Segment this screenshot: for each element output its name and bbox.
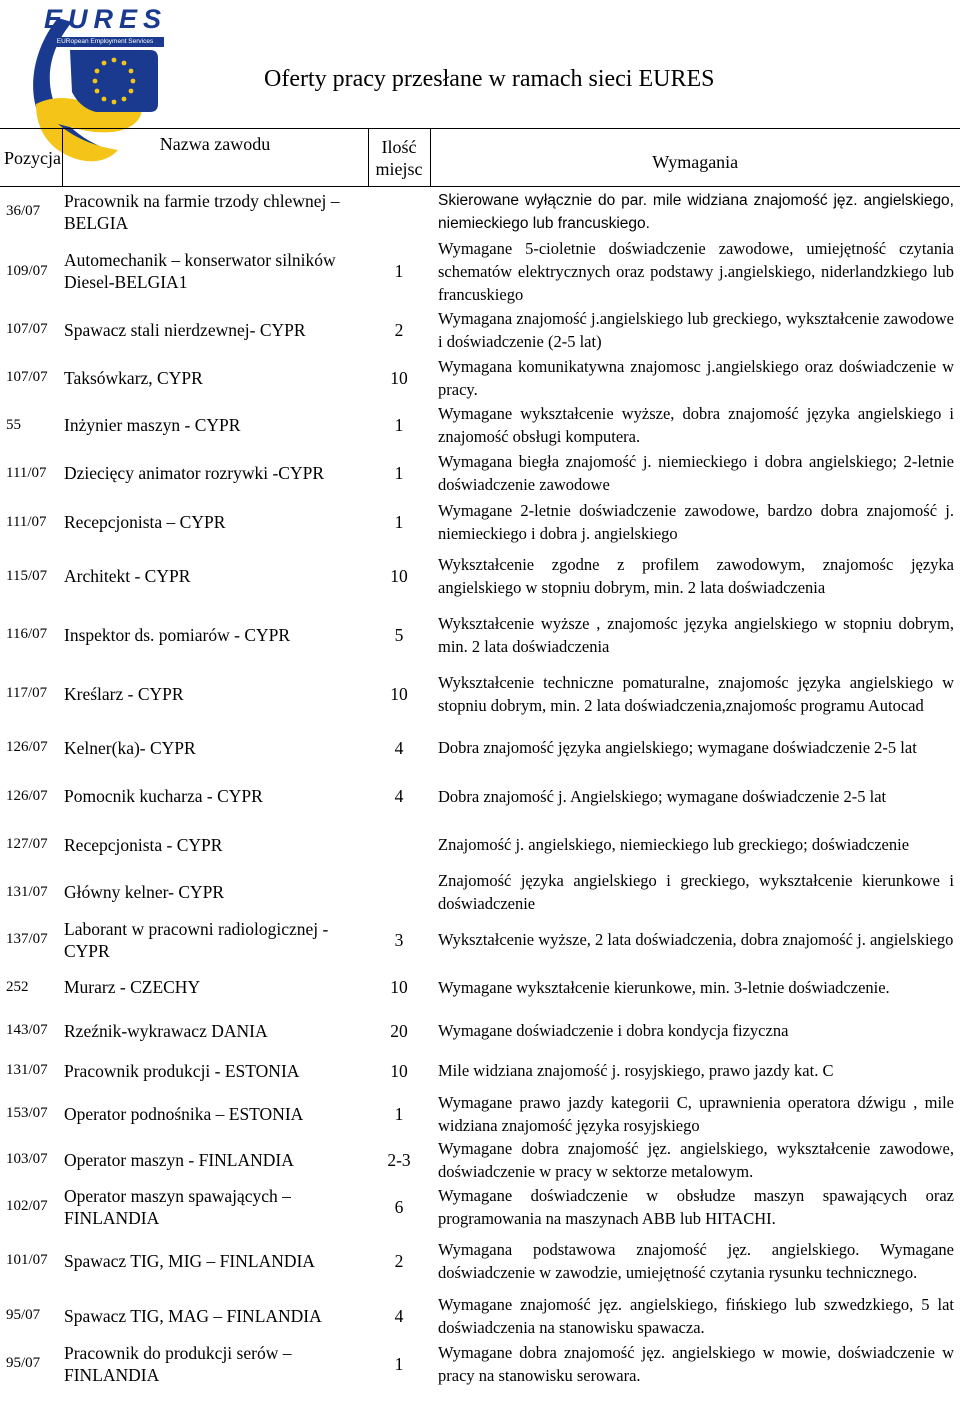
cell-count: 1 <box>394 512 404 532</box>
table-row <box>0 354 960 402</box>
cell-job-name: Dziecięcy animator rozrywki -CYPR <box>64 463 324 483</box>
cell-requirements: Wymagana komunikatywna znajomosc j.angielskiego oraz doświadczenie w pracy. <box>438 356 954 399</box>
table-row <box>0 1137 960 1183</box>
cell-position: 252 <box>6 978 29 995</box>
cell-position: 143/07 <box>6 1022 48 1038</box>
cell-count: 3 <box>394 929 404 950</box>
cell-job-name: Recepcjonista - CYPR <box>64 834 223 855</box>
cell-job-name: Murarz - CZECHY <box>64 977 201 997</box>
cell-job-name: Główny kelner- CYPR <box>64 882 225 902</box>
cell-count <box>368 869 430 916</box>
cell-job-name: Automechanik – konserwator silników Diesel-BELGIA1 <box>64 250 336 292</box>
cell-position: 103/07 <box>6 1151 48 1167</box>
cell-job-name: Spawacz TIG, MAG – FINLANDIA <box>64 1305 322 1326</box>
cell-count: 1 <box>394 415 404 435</box>
table-row <box>0 1341 960 1387</box>
table-row <box>0 1051 960 1091</box>
table-row <box>0 237 960 306</box>
column-header-job: Nazwa zawodu <box>62 129 368 187</box>
cell-count: 1 <box>394 1353 404 1374</box>
cell-requirements: Wymagane 2-letnie doświadczenie zawodowe, bardzo dobra znajomość j. niemieckiego i dobra j. angielskiego <box>438 501 954 543</box>
cell-job-name: Taksówkarz, CYPR <box>64 367 203 388</box>
cell-count <box>368 187 430 237</box>
table-row <box>0 664 960 724</box>
cell-count <box>368 821 430 869</box>
table-row <box>0 1291 960 1341</box>
cell-requirements: Wymagane wykształcenie kierunkowe, min. 3-letnie doświadczenie. <box>438 977 890 997</box>
cell-requirements: Wymagane wykształcenie wyższe, dobra znajomość języka angielskiego i znajomość obsługi komputera. <box>438 404 954 446</box>
cell-requirements: Wykształcenie techniczne pomaturalne, znajomośc języka angielskiego w stopniu dobrym, min. 2 lata doświadczenia,znajomośc programu Autocad <box>438 672 954 715</box>
table-row <box>0 1231 960 1291</box>
cell-count: 6 <box>394 1196 404 1217</box>
table-row <box>0 547 960 606</box>
cell-requirements: Skierowane wyłącznie do par. mile widziana znajomość jęz. angielskiego, niemieckiego lub francuskiego. <box>438 191 954 232</box>
cell-position: 111/07 <box>6 513 47 530</box>
cell-position: 126/07 <box>6 787 48 804</box>
cell-count: 10 <box>390 683 408 704</box>
cell-position: 117/07 <box>6 685 48 701</box>
table-row <box>0 1011 960 1051</box>
cell-requirements: Wymagana podstawowa znajomość jęz. angielskiego. Wymagane doświadczenie w zawodzie, umiejętność czytania rysunku technicznego. <box>438 1239 954 1282</box>
cell-job-name: Inżynier maszyn - CYPR <box>64 415 241 435</box>
table-row <box>0 964 960 1011</box>
cell-job-name: Pomocnik kucharza - CYPR <box>64 786 263 806</box>
cell-job-name: Recepcjonista – CYPR <box>64 512 226 532</box>
cell-requirements: Wymagana znajomość j.angielskiego lub greckiego, wykształcenie zawodowe i doświadczenie (2-5 lat) <box>438 308 954 351</box>
cell-job-name: Kelner(ka)- CYPR <box>64 737 196 758</box>
cell-count: 1 <box>394 463 404 483</box>
job-offers-table <box>0 128 960 1387</box>
table-row <box>0 772 960 821</box>
cell-position: 116/07 <box>6 626 48 642</box>
table-row <box>0 498 960 547</box>
cell-position: 126/07 <box>6 739 48 755</box>
cell-count: 10 <box>390 977 408 997</box>
cell-position: 127/07 <box>6 836 48 852</box>
cell-position: 153/07 <box>6 1105 48 1121</box>
cell-requirements: Wykształcenie wyższe, 2 lata doświadczenia, dobra znajomość j. angielskiego <box>438 930 954 949</box>
cell-count: 2 <box>394 319 404 340</box>
cell-job-name: Laborant w pracowni radiologicznej - CYPR <box>64 918 329 961</box>
cell-position: 115/07 <box>6 567 48 584</box>
cell-position: 95/07 <box>6 1355 41 1371</box>
column-header-requirements: Wymagania <box>430 129 960 187</box>
cell-count: 10 <box>390 367 408 388</box>
cell-requirements: Dobra znajomość języka angielskiego; wymagane doświadczenie 2-5 lat <box>438 738 917 757</box>
cell-requirements: Mile widziana znajomość j. rosyjskiego, prawo jazdy kat. C <box>438 1061 834 1080</box>
cell-position: 137/07 <box>6 931 48 947</box>
cell-requirements: Wykształcenie zgodne z profilem zawodowym, znajomośc języka angielskiego w stopniu dobrym, min. 2 lata doświadczenia <box>438 555 954 597</box>
column-header-position: Pozycja <box>0 129 62 187</box>
cell-job-name: Pracownik do produkcji serów – FINLANDIA <box>64 1342 292 1385</box>
cell-requirements: Wykształcenie wyższe , znajomośc języka angielskiego w stopniu dobrym, min. 2 lata doświadczenia <box>438 613 954 656</box>
cell-job-name: Spawacz stali nierdzewnej- CYPR <box>64 319 306 340</box>
cell-requirements: Wymagane 5-cioletnie doświadczenie zawodowe, umiejętność czytania schematów elektrycznych oraz podstawy j.angielskiego, niderlandzkiego lub francuskiego <box>438 238 954 304</box>
cell-position: 55 <box>6 416 21 433</box>
table-row <box>0 187 960 237</box>
document-title: Oferty pracy przesłane w ramach sieci EURES <box>264 66 715 92</box>
table-row <box>0 606 960 664</box>
cell-job-name: Operator podnośnika – ESTONIA <box>64 1103 304 1124</box>
cell-count: 2-3 <box>387 1149 411 1170</box>
cell-position: 101/07 <box>6 1252 48 1268</box>
cell-count: 1 <box>394 261 404 281</box>
table-body <box>0 187 960 1387</box>
table-row <box>0 402 960 449</box>
table-row <box>0 724 960 772</box>
cell-job-name: Operator maszyn - FINLANDIA <box>64 1149 294 1170</box>
cell-count: 4 <box>394 1305 404 1326</box>
cell-requirements: Wymagana biegła znajomość j. niemieckiego i dobra angielskiego; 2-letnie doświadczenie zawodowe <box>438 452 954 494</box>
table-row <box>0 821 960 869</box>
cell-count: 1 <box>394 1103 404 1124</box>
cell-requirements: Dobra znajomość j. Angielskiego; wymagane doświadczenie 2-5 lat <box>438 786 887 806</box>
cell-job-name: Rzeźnik-wykrawacz DANIA <box>64 1020 268 1041</box>
column-header-count: Ilość miejsc <box>368 129 430 187</box>
cell-job-name: Pracownik na farmie trzody chlewnej – BELGIA <box>64 190 340 233</box>
cell-requirements: Wymagane dobra znajomość jęz. angielskiego w mowie, doświadczenie w pracy na stanowisku serowara. <box>438 1342 954 1385</box>
logo-wordmark: EURES <box>44 4 168 34</box>
cell-position: 109/07 <box>6 262 48 279</box>
cell-count: 4 <box>394 737 404 758</box>
cell-count: 10 <box>390 1060 408 1081</box>
cell-position: 102/07 <box>6 1198 48 1214</box>
cell-position: 131/07 <box>6 1062 48 1078</box>
cell-requirements: Wymagane dobra znajomość jęz. angielskiego, wykształcenie zawodowe, doświadczenie w pracy w sektorze metalowym. <box>438 1138 954 1181</box>
cell-position: 107/07 <box>6 369 48 385</box>
cell-job-name: Inspektor ds. pomiarów - CYPR <box>64 624 291 645</box>
cell-job-name: Kreślarz - CYPR <box>64 683 184 704</box>
table-row <box>0 1091 960 1137</box>
cell-requirements: Znajomość języka angielskiego i greckiego, wykształcenie kierunkowe i doświadczenie <box>438 871 954 913</box>
cell-job-name: Operator maszyn spawających – FINLANDIA <box>64 1185 291 1228</box>
cell-position: 95/07 <box>6 1307 41 1323</box>
cell-position: 111/07 <box>6 464 47 481</box>
table-row <box>0 916 960 964</box>
cell-requirements: Wymagane prawo jazdy kategorii C, uprawnienia operatora dźwigu , mile widziana znajomość języka rosyjskiego <box>438 1092 954 1135</box>
table-row <box>0 306 960 354</box>
cell-job-name: Pracownik produkcji - ESTONIA <box>64 1060 300 1081</box>
cell-requirements: Znajomość j. angielskiego, niemieckiego lub greckiego; doświadczenie <box>438 835 910 854</box>
cell-count: 20 <box>390 1020 408 1041</box>
cell-count: 4 <box>394 786 404 806</box>
logo-subtitle: EURopean Employment Services <box>46 37 164 47</box>
cell-position: 107/07 <box>6 321 48 337</box>
cell-job-name: Spawacz TIG, MIG – FINLANDIA <box>64 1250 315 1271</box>
cell-count: 5 <box>394 624 404 645</box>
table-row <box>0 449 960 498</box>
cell-count: 2 <box>394 1250 404 1271</box>
table-row <box>0 869 960 916</box>
cell-position: 36/07 <box>6 203 41 220</box>
cell-job-name: Architekt - CYPR <box>64 566 191 586</box>
table-row <box>0 1183 960 1231</box>
cell-requirements: Wymagane znajomość jęz. angielskiego, fińskiego lub szwedzkiego, 5 lat doświadczenia na stanowisku spawacza. <box>438 1294 954 1337</box>
cell-requirements: Wymagane doświadczenie i dobra kondycja fizyczna <box>438 1021 789 1040</box>
cell-requirements: Wymagane doświadczenie w obsłudze maszyn spawających oraz programowania na maszynach ABB lub HITACHI. <box>438 1185 954 1228</box>
cell-count: 10 <box>390 566 408 586</box>
table-header-row <box>0 129 960 187</box>
cell-position: 131/07 <box>6 883 48 900</box>
